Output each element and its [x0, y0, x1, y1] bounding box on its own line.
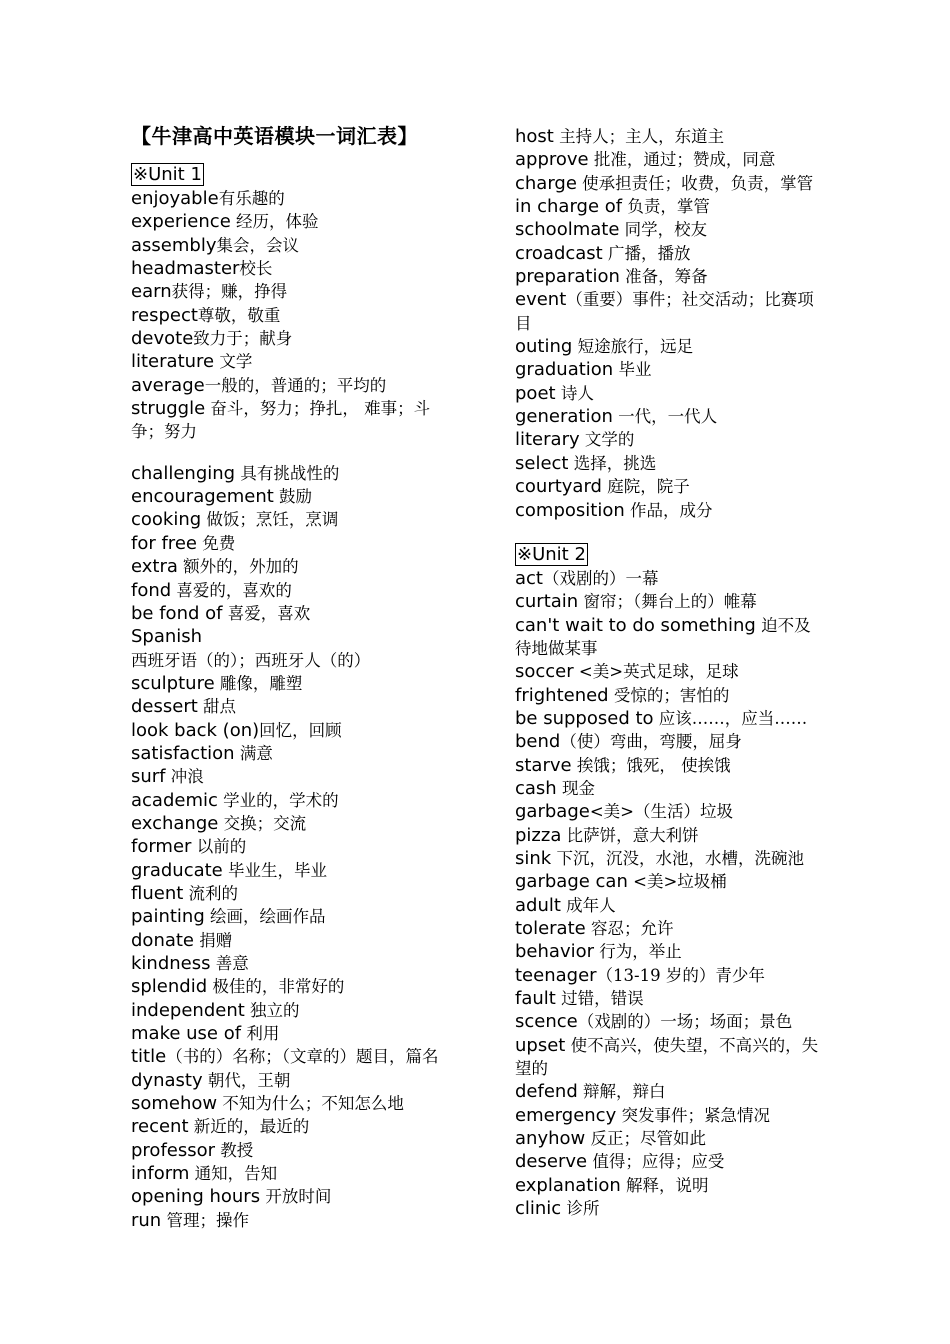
vocab-meaning: 西班牙语（的）；西班牙人（的） — [131, 650, 371, 670]
vocab-word: exchange — [131, 812, 219, 834]
vocab-meaning: （书的）名称；（文章的）题目，篇名 — [166, 1047, 439, 1067]
left-column — [131, 122, 439, 1232]
vocab-word: deserve — [515, 1151, 588, 1173]
vocab-entry — [515, 1197, 823, 1220]
vocab-meaning: 雕像，雕塑 — [214, 673, 303, 693]
vocab-meaning: 辩解，辩白 — [577, 1082, 666, 1102]
vocab-entry — [131, 882, 439, 905]
vocab-meaning: （重要）事件；社交活动；比赛项目 — [515, 290, 814, 333]
vocab-entry — [131, 905, 439, 928]
vocab-entry — [131, 625, 439, 672]
vocab-meaning: 一般的，普通的；平均的 — [204, 375, 387, 395]
vocab-meaning: 喜爱，喜欢 — [222, 603, 311, 623]
vocab-meaning: 文学的 — [579, 430, 635, 450]
vocab-entry — [515, 1080, 823, 1103]
vocab-entry — [515, 940, 823, 963]
vocab-meaning: 经历，体验 — [230, 212, 319, 232]
vocab-entry — [515, 358, 823, 381]
vocab-entry — [515, 777, 823, 800]
vocab-entry — [131, 742, 439, 765]
vocab-meaning: <美>垃圾桶 — [627, 872, 727, 892]
vocab-meaning: 新近的，最近的 — [188, 1117, 310, 1137]
vocab-meaning: 诊所 — [561, 1199, 600, 1219]
vocab-meaning: 教授 — [215, 1140, 254, 1160]
vocab-word: painting — [131, 906, 205, 928]
vocab-meaning: 具有挑战性的 — [235, 463, 340, 483]
vocab-meaning: 反正；尽管如此 — [585, 1129, 706, 1149]
unit-1-group-2 — [131, 462, 439, 1232]
vocab-word: act — [515, 567, 543, 589]
vocab-entry — [515, 1104, 823, 1127]
vocab-word: assembly — [131, 234, 217, 256]
vocab-meaning: 通知，告知 — [189, 1164, 278, 1184]
vocab-word: anyhow — [515, 1128, 586, 1150]
vocab-word: satisfaction — [131, 742, 235, 764]
vocab-meaning: 流利的 — [183, 883, 239, 903]
vocab-meaning: 回忆，回顾 — [259, 720, 342, 740]
vocab-meaning: 比萨饼，意大利饼 — [561, 825, 699, 845]
vocab-entry — [515, 614, 823, 661]
vocab-meaning: 选择，挑选 — [568, 453, 657, 473]
vocab-word: approve — [515, 149, 589, 171]
vocab-meaning: 利用 — [241, 1024, 280, 1044]
vocab-word: teenager — [515, 964, 597, 986]
vocab-word: host — [515, 126, 554, 147]
vocab-entry — [515, 1034, 823, 1081]
unit-1-heading: ※Unit 1 — [133, 164, 202, 185]
group-spacer — [131, 444, 439, 462]
vocab-meaning: 独立的 — [244, 1000, 300, 1020]
vocab-entry — [131, 695, 439, 718]
vocab-meaning: 毕业生，毕业 — [222, 860, 327, 880]
vocab-entry — [131, 1185, 439, 1208]
vocab-meaning: 朝代，王朝 — [202, 1070, 291, 1090]
vocab-word: fault — [515, 988, 556, 1010]
vocab-meaning: 学业的，学术的 — [217, 790, 339, 810]
vocab-entry — [131, 579, 439, 602]
vocab-word: literary — [515, 429, 580, 451]
vocab-word: bend — [515, 731, 561, 753]
vocab-meaning: 致力于；献身 — [193, 329, 293, 349]
vocab-entry — [131, 374, 439, 397]
vocab-word: event — [515, 289, 567, 311]
vocab-word: composition — [515, 499, 625, 521]
vocab-entry — [131, 999, 439, 1022]
vocab-entry — [515, 382, 823, 405]
vocab-entry — [515, 707, 823, 730]
vocab-word: challenging — [131, 462, 236, 484]
vocab-meaning: （13-19 岁的）青少年 — [596, 965, 765, 985]
vocab-entry — [131, 835, 439, 858]
vocab-word: soccer — [515, 661, 574, 683]
vocab-meaning: <美>（生活）垃圾 — [589, 802, 733, 822]
vocab-entry — [131, 304, 439, 327]
vocab-meaning: 集会，会议 — [216, 235, 299, 255]
vocab-entry — [515, 800, 823, 823]
vocab-word: average — [131, 374, 205, 396]
vocab-word: literature — [131, 351, 215, 373]
vocab-word: sculpture — [131, 672, 215, 694]
vocab-entry — [131, 1069, 439, 1092]
vocab-entry — [131, 812, 439, 835]
vocab-word: courtyard — [515, 476, 602, 498]
vocab-word: look back (on) — [131, 719, 260, 741]
vocab-word: academic — [131, 789, 218, 811]
vocab-entry — [515, 590, 823, 613]
vocab-meaning: 免费 — [196, 533, 236, 553]
vocab-entry — [131, 187, 439, 210]
vocab-entry — [131, 397, 439, 444]
unit-1-group-3 — [515, 125, 823, 522]
vocab-word: recent — [131, 1116, 189, 1138]
vocab-word: defend — [515, 1081, 578, 1103]
vocab-entry — [131, 1209, 439, 1232]
vocab-word: graduation — [515, 359, 614, 381]
vocab-entry — [131, 789, 439, 812]
vocab-meaning: 绘画，绘画作品 — [204, 907, 326, 927]
vocab-meaning: 下沉，沉没，水池，水槽，洗碗池 — [551, 848, 804, 868]
vocab-entry — [131, 1139, 439, 1162]
vocab-meaning: 批准，通过；赞成，同意 — [588, 150, 776, 170]
vocab-word: scence — [515, 1011, 578, 1033]
vocab-entry — [515, 1174, 823, 1197]
vocab-entry — [131, 532, 439, 555]
vocab-word: somehow — [131, 1093, 218, 1115]
vocab-entry — [515, 660, 823, 683]
vocab-meaning: 管理；操作 — [161, 1210, 249, 1230]
vocab-word: fluent — [131, 882, 184, 904]
vocab-word: in charge of — [515, 196, 623, 218]
vocab-meaning: 诗人 — [555, 383, 594, 403]
vocab-entry — [515, 1127, 823, 1150]
vocab-entry — [131, 1115, 439, 1138]
vocab-word: upset — [515, 1034, 566, 1056]
vocab-meaning: 解释，说明 — [620, 1175, 709, 1195]
vocab-word: emergency — [515, 1104, 617, 1126]
vocab-meaning: 捐赠 — [194, 930, 233, 950]
vocab-meaning: 交换；交流 — [218, 813, 307, 833]
vocab-meaning: 极佳的，非常好的 — [207, 977, 345, 997]
vocab-meaning: （戏剧的）一场；场面；景色 — [577, 1012, 793, 1032]
vocab-entry — [515, 475, 823, 498]
vocab-meaning: 值得；应得；应受 — [587, 1152, 725, 1172]
vocab-word: struggle — [131, 398, 206, 420]
vocab-entry — [515, 964, 823, 987]
unit-1-group-1 — [131, 187, 439, 444]
vocab-entry — [515, 870, 823, 893]
vocab-word: fond — [131, 579, 172, 601]
vocab-meaning: 突发事件；紧急情况 — [616, 1105, 770, 1125]
unit-2-heading: ※Unit 2 — [517, 543, 586, 565]
vocab-word: dynasty — [131, 1069, 203, 1091]
vocab-entry — [515, 567, 823, 590]
vocab-word: behavior — [515, 941, 595, 963]
document-title: 【牛津高中英语模块一词汇表】 — [131, 124, 418, 148]
vocab-word: sink — [515, 847, 552, 869]
vocab-meaning: （戏剧的）一幕 — [542, 568, 659, 588]
vocab-word: headmaster — [131, 258, 240, 280]
vocab-entry — [131, 859, 439, 882]
vocab-entry — [131, 765, 439, 788]
vocab-entry — [515, 288, 823, 335]
vocab-entry — [515, 195, 823, 218]
vocab-meaning: 应该……，应当…… — [653, 708, 808, 728]
vocab-word: be fond of — [131, 602, 223, 624]
vocab-word: former — [131, 836, 192, 858]
vocab-entry — [515, 452, 823, 475]
vocab-meaning: 容忍；允许 — [585, 919, 674, 938]
vocab-entry — [515, 499, 823, 522]
vocab-word: dessert — [131, 696, 198, 718]
vocab-word: garbage can — [515, 871, 628, 893]
vocab-word: cash — [515, 777, 557, 799]
vocab-meaning: 尊敬，敬重 — [197, 305, 281, 325]
vocab-entry — [515, 405, 823, 428]
vocab-word: encouragement — [131, 486, 274, 508]
vocab-word: enjoyable — [131, 188, 219, 209]
vocab-meaning: 广播，播放 — [602, 243, 691, 263]
vocab-word: preparation — [515, 266, 620, 288]
vocab-word: independent — [131, 999, 245, 1021]
vocab-meaning: 挨饿；饿死， 使挨饿 — [571, 755, 731, 775]
vocab-word: earn — [131, 281, 172, 303]
vocab-entry — [515, 684, 823, 707]
vocab-meaning: 甜点 — [197, 697, 237, 717]
vocab-entry — [131, 210, 439, 233]
vocab-meaning: 文学 — [214, 352, 253, 372]
vocab-meaning: 同学，校友 — [619, 220, 708, 240]
vocab-entry — [131, 257, 439, 280]
vocab-meaning: 喜爱的，喜欢的 — [171, 580, 292, 600]
vocab-word: charge — [515, 172, 577, 194]
vocab-meaning: 获得；赚，挣得 — [171, 282, 288, 302]
vocab-meaning: 满意 — [234, 743, 273, 763]
vocab-meaning: 鼓励 — [273, 487, 313, 507]
vocab-word: croadcast — [515, 242, 603, 264]
vocab-word: clinic — [515, 1198, 562, 1220]
vocab-meaning: 冲浪 — [165, 767, 204, 787]
vocab-entry — [515, 218, 823, 241]
vocab-word: pizza — [515, 824, 562, 846]
vocab-meaning: 使不高兴，使失望，不高兴的，失望的 — [515, 1035, 819, 1079]
vocab-word: extra — [131, 556, 178, 578]
vocab-entry — [131, 1092, 439, 1115]
vocab-meaning: 作品，成分 — [624, 500, 713, 520]
vocab-meaning: 不知为什么；不知怎么地 — [217, 1094, 404, 1114]
vocab-word: title — [131, 1046, 167, 1068]
vocab-meaning: 现金 — [556, 778, 595, 798]
vocab-meaning: 有乐趣的 — [218, 189, 285, 208]
vocab-meaning: 开放时间 — [260, 1187, 332, 1207]
vocab-meaning: 使承担责任；收费，负责，掌管 — [576, 173, 814, 193]
vocab-entry — [515, 754, 823, 777]
vocab-meaning: 短途旅行，远足 — [572, 337, 694, 357]
vocab-meaning: 主持人；主人，东道主 — [553, 127, 725, 146]
vocab-entry — [131, 719, 439, 742]
vocab-entry — [131, 508, 439, 531]
vocab-entry — [515, 730, 823, 753]
vocab-word: experience — [131, 211, 231, 233]
right-column — [515, 125, 823, 1220]
vocab-meaning: （使）弯曲，弯腰，屈身 — [560, 732, 742, 752]
vocab-entry — [131, 1022, 439, 1045]
vocab-entry — [515, 847, 823, 870]
vocab-word: poet — [515, 382, 556, 404]
vocab-entry — [131, 350, 439, 373]
vocab-entry — [131, 672, 439, 695]
vocab-meaning: 做饭；烹饪，烹调 — [201, 510, 339, 530]
vocab-meaning: 庭院，院子 — [601, 477, 690, 497]
vocab-entry — [515, 917, 823, 940]
vocab-word: garbage — [515, 801, 590, 823]
vocab-meaning: 善意 — [210, 954, 249, 973]
vocab-word: respect — [131, 304, 198, 326]
vocab-word: run — [131, 1209, 162, 1231]
vocab-word: can't wait to do something — [515, 614, 756, 636]
vocab-meaning: 负责，掌管 — [622, 197, 710, 217]
vocab-meaning: 行为，举止 — [594, 942, 682, 962]
vocab-meaning: 迫不及待地做某事 — [515, 615, 811, 658]
vocab-word: graducate — [131, 859, 223, 881]
vocab-meaning: <美>英式足球，足球 — [573, 662, 739, 682]
vocab-meaning: 奋斗，努力；挣扎， 难事；斗争；努力 — [131, 399, 431, 442]
vocab-meaning: 以前的 — [191, 837, 247, 857]
vocab-word: adult — [515, 894, 561, 916]
vocab-entry — [515, 148, 823, 171]
vocab-meaning: 成年人 — [560, 895, 616, 915]
vocab-word: outing — [515, 336, 573, 358]
vocab-entry — [515, 265, 823, 288]
vocab-word: explanation — [515, 1174, 621, 1196]
vocab-word: kindness — [131, 953, 211, 974]
vocab-word: for free — [131, 532, 197, 554]
vocab-entry — [131, 952, 439, 975]
vocab-meaning: 窗帘；（舞台上的）帷幕 — [578, 592, 757, 612]
vocab-meaning: 准备，筹备 — [619, 267, 708, 287]
vocab-entry — [131, 234, 439, 257]
vocab-entry — [515, 894, 823, 917]
vocab-entry — [515, 824, 823, 847]
vocab-word: opening hours — [131, 1186, 261, 1208]
vocab-meaning: 校长 — [239, 259, 273, 279]
vocab-entry — [131, 280, 439, 303]
vocab-word: make use of — [131, 1023, 242, 1045]
vocab-word: curtain — [515, 591, 579, 613]
group-spacer — [515, 522, 823, 543]
vocab-meaning: 过错，错误 — [555, 989, 644, 1009]
vocab-word: starve — [515, 754, 572, 776]
vocab-word: devote — [131, 328, 194, 350]
vocab-meaning: 毕业 — [613, 360, 652, 380]
vocab-word: cooking — [131, 509, 202, 531]
vocab-word: generation — [515, 406, 613, 428]
vocab-entry — [515, 987, 823, 1010]
vocab-entry — [131, 1045, 439, 1068]
vocab-entry — [131, 602, 439, 625]
vocab-word: be supposed to — [515, 707, 654, 729]
vocab-word: select — [515, 452, 569, 474]
unit-2-group-1 — [515, 567, 823, 1221]
vocab-meaning: 额外的，外加的 — [177, 557, 299, 577]
vocab-meaning: 一代，一代人 — [612, 407, 718, 427]
vocab-entry — [515, 125, 823, 148]
vocab-word: schoolmate — [515, 219, 620, 241]
vocab-entry — [131, 1162, 439, 1185]
vocab-entry — [131, 555, 439, 578]
vocab-entry — [515, 1150, 823, 1173]
vocab-entry — [131, 485, 439, 508]
vocab-entry — [515, 335, 823, 358]
vocab-entry — [131, 327, 439, 350]
vocab-entry — [515, 242, 823, 265]
vocab-word: frightened — [515, 684, 609, 706]
vocab-entry — [515, 1010, 823, 1033]
vocab-word: donate — [131, 929, 195, 951]
vocab-word: surf — [131, 766, 166, 788]
vocab-word: splendid — [131, 976, 208, 998]
vocab-meaning: 受惊的；害怕的 — [608, 685, 730, 705]
vocab-word: tolerate — [515, 918, 586, 939]
vocab-entry — [515, 172, 823, 195]
vocab-word: inform — [131, 1163, 190, 1185]
vocab-entry — [131, 462, 439, 485]
vocab-word: Spanish — [131, 626, 203, 648]
vocab-word: professor — [131, 1139, 216, 1161]
vocab-entry — [131, 929, 439, 952]
vocab-entry — [131, 975, 439, 998]
vocab-entry — [515, 428, 823, 451]
